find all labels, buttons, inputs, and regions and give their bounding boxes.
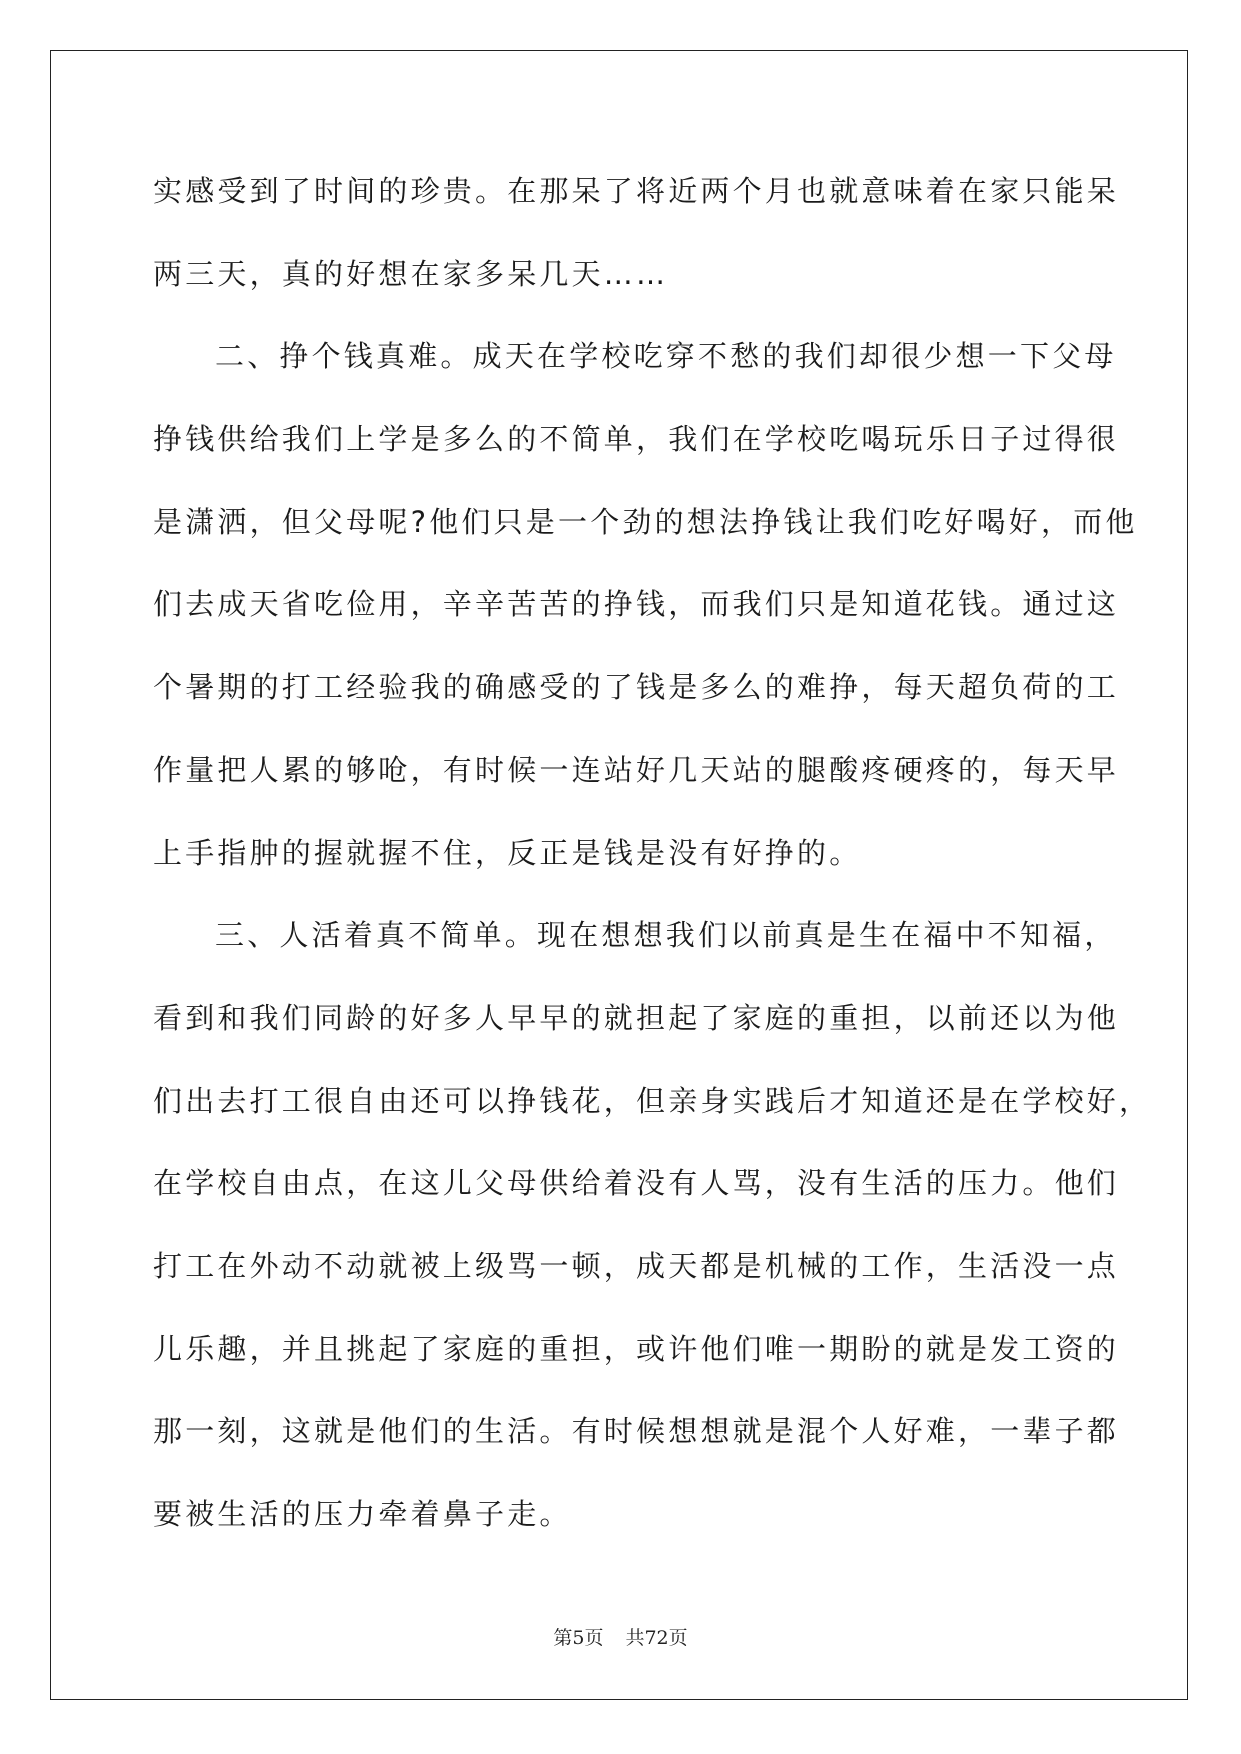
text-line: 二、挣个钱真难。成天在学校吃穿不愁的我们却很少想一下父母: [215, 339, 1117, 374]
text-line: 两三天，真的好想在家多呆几天……: [153, 256, 669, 291]
text-line: 打工在外动不动就被上级骂一顿，成天都是机械的工作，生活没一点: [153, 1248, 1120, 1283]
text-line: 儿乐趣，并且挑起了家庭的重担，或许他们唯一期盼的就是发工资的: [153, 1331, 1120, 1366]
page-footer: [0, 1623, 1241, 1650]
page-number: 第5页: [553, 1627, 604, 1649]
text-line: 们出去打工很自由还可以挣钱花，但亲身实践后才知道还是在学校好，: [153, 1083, 1152, 1118]
text-line: 在学校自由点，在这儿父母供给着没有人骂，没有生活的压力。他们: [153, 1166, 1120, 1201]
text-line: 挣钱供给我们上学是多么的不简单，我们在学校吃喝玩乐日子过得很: [153, 422, 1120, 457]
text-line: 是潇洒，但父母呢?他们只是一个劲的想法挣钱让我们吃好喝好，而他: [153, 504, 1138, 539]
document-body: [153, 168, 1152, 1574]
text-line: 那一刻，这就是他们的生活。有时候想想就是混个人好难，一辈子都: [153, 1414, 1120, 1449]
total-pages: 共72页: [625, 1627, 688, 1649]
text-line: 们去成天省吃俭用，辛辛苦苦的挣钱，而我们只是知道花钱。通过这: [153, 587, 1120, 622]
text-line: 三、人活着真不简单。现在想想我们以前真是生在福中不知福，: [215, 918, 1117, 953]
text-line: 实感受到了时间的珍贵。在那呆了将近两个月也就意味着在家只能呆: [153, 174, 1120, 208]
text-line: 上手指肿的握就握不住，反正是钱是没有好挣的。: [153, 835, 862, 870]
text-line: 作量把人累的够呛，有时候一连站好几天站的腿酸疼硬疼的，每天早: [153, 752, 1120, 787]
text-line: 要被生活的压力牵着鼻子走。: [153, 1497, 572, 1531]
text-line: 看到和我们同龄的好多人早早的就担起了家庭的重担，以前还以为他: [153, 1000, 1120, 1035]
text-line: 个暑期的打工经验我的确感受的了钱是多么的难挣，每天超负荷的工: [153, 670, 1120, 705]
